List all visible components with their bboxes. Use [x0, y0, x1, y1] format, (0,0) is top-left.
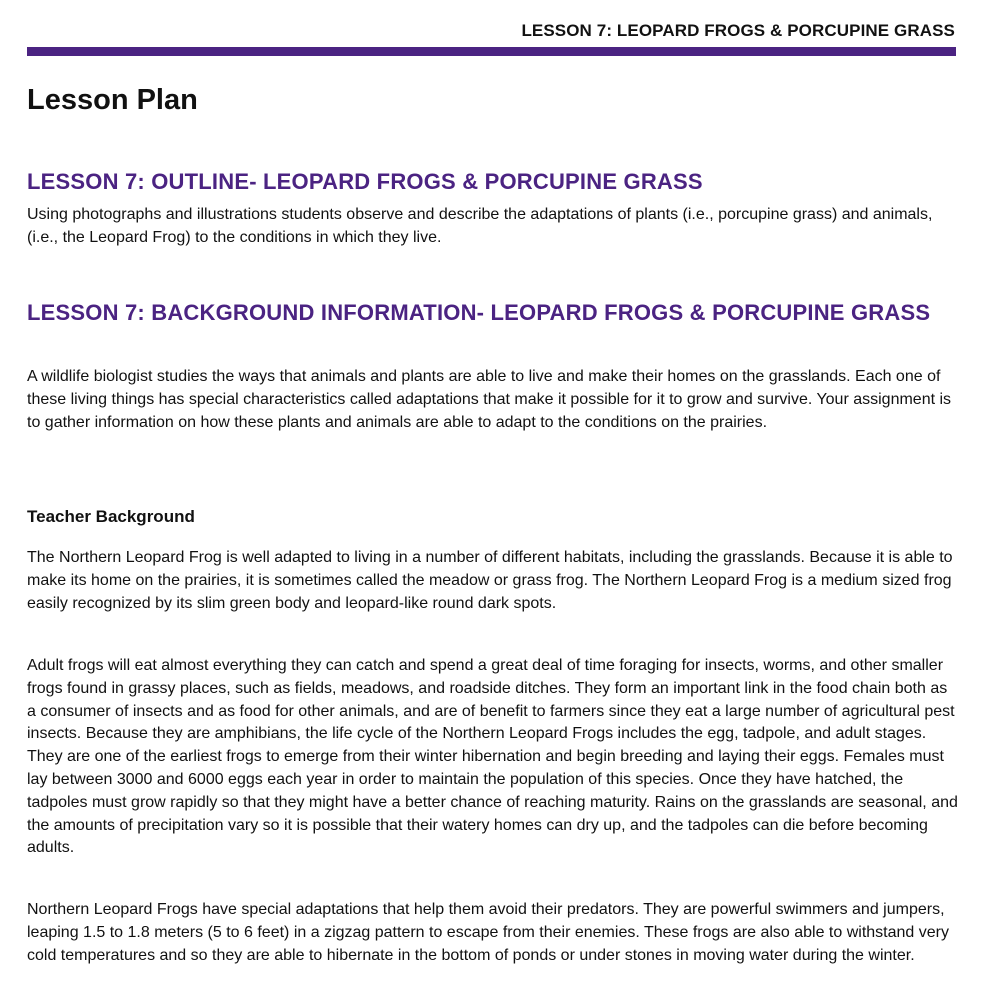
teacher-background-paragraph: Adult frogs will eat almost everything they can catch and spend a great deal of time foraging for insects, worms, and other smaller frogs found in grassy places, such as fields, meadows, and roadside ditches. They form an important link in the food chain both as a consumer of insects and as food for other animals, and are of benefit to farmers since they eat a large number of agricultural pest insects. Because they are amphibians, the life cycle of the Northern Leopard Frogs includes the egg, tadpole, and adult stages. They are one of the earliest frogs to emerge from their winter hibernation and begin breeding and laying their eggs. Females must lay between 3000 and 6000 eggs each year in order to maintain the population of this species. Once they have hatched, the tadpoles must grow rapidly so that they might have a better chance of reaching maturity. Rains on the grasslands are seasonal, and the amounts of precipitation vary so it is possible that their watery homes can dry up, and the tadpoles can die before becoming adults.	[27, 657, 958, 857]
outline-heading: LESSON 7: OUTLINE- LEOPARD FROGS & PORCUPINE GRASS	[27, 169, 703, 194]
running-header: LESSON 7: LEOPARD FROGS & PORCUPINE GRASS	[521, 21, 955, 40]
teacher-background-paragraph: The Northern Leopard Frog is well adapted to living in a number of different habitats, including the grasslands. Because it is able to make its home on the prairies, it is sometimes called the meadow or grass frog. The Northern Leopard Frog is a medium sized frog easily recognized by its slim green body and leopard-like round dark spots.	[27, 549, 953, 612]
background-information-paragraph: A wildlife biologist studies the ways that animals and plants are able to live and make their homes on the grasslands. Each one of these living things has special characteristics called adaptations that make it possible for it to grow and survive. Your assignment is to gather information on how these plants and animals are able to adapt to the conditions on the prairies.	[27, 368, 952, 431]
teacher-background-paragraph: Northern Leopard Frogs have special adaptations that help them avoid their predators. They are powerful swimmers and jumpers, leaping 1.5 to 1.8 meters (5 to 6 feet) in a zigzag pattern to escape from their enemies. These frogs are also able to withstand very cold temperatures and so they are able to hibernate in the bottom of ponds or under stones in moving water during the winter.	[27, 901, 949, 964]
background-information-heading: LESSON 7: BACKGROUND INFORMATION- LEOPARD FROGS & PORCUPINE GRASS	[27, 300, 931, 325]
outline-paragraph: Using photographs and illustrations students observe and describe the adaptations of plants (i.e., porcupine grass) and animals, (i.e., the Leopard Frog) to the conditions in which they live.	[27, 206, 933, 246]
header-rule	[27, 47, 956, 56]
page-title: Lesson Plan	[27, 84, 198, 116]
teacher-background-heading: Teacher Background	[27, 507, 195, 526]
